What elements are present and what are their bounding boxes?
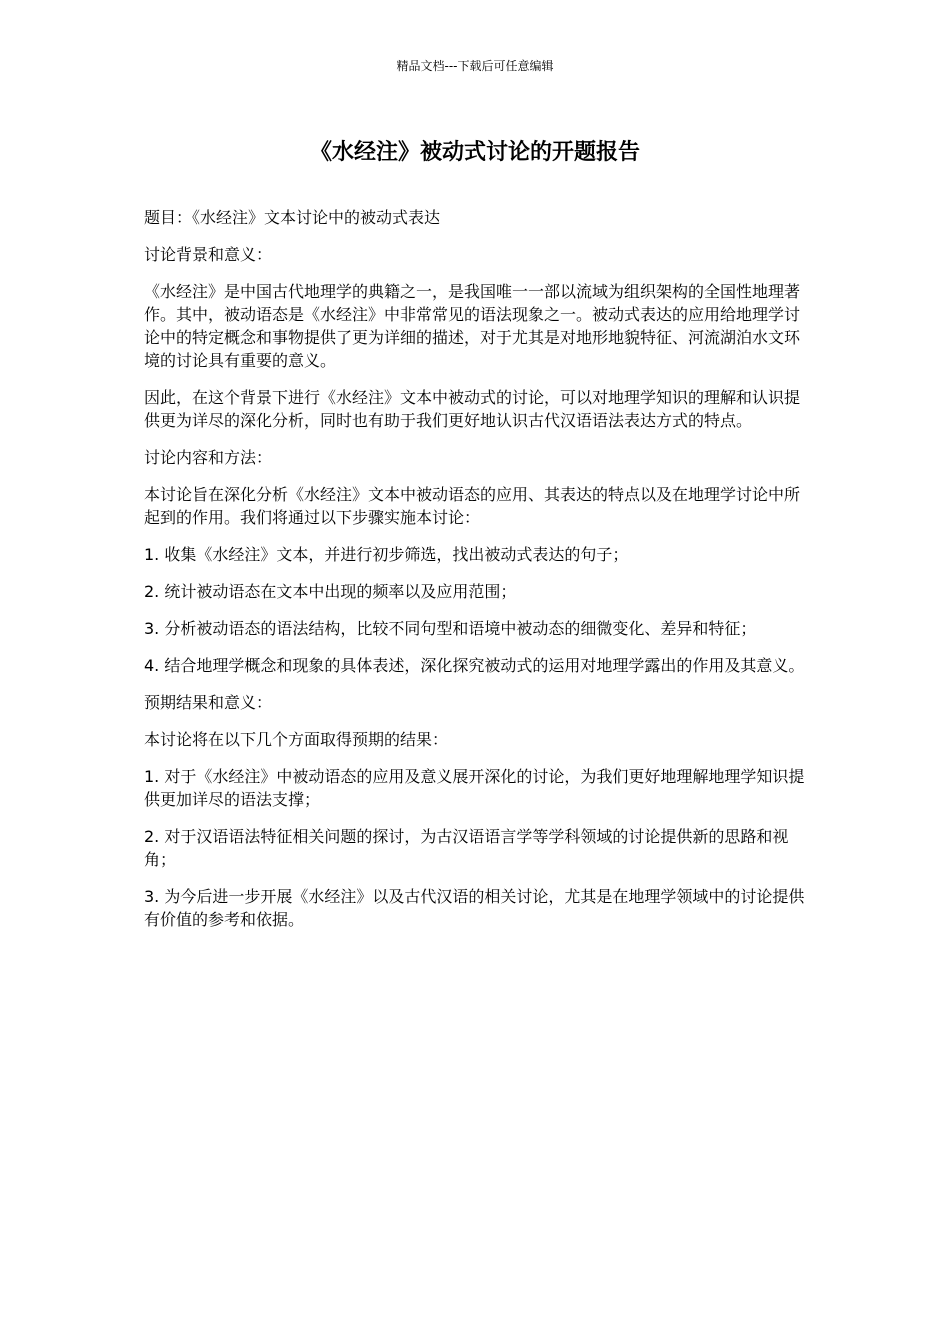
method-step: 2. 统计被动语态在文本中出现的频率以及应用范围； <box>144 582 517 601</box>
result-item: 2. 对于汉语语法特征相关问题的探讨，为古汉语语言学等学科领域的讨论提供新的思路和视角； <box>144 827 789 869</box>
method-step: 3. 分析被动语态的语法结构，比较不同句型和语境中被动态的细微变化、差异和特征； <box>144 619 757 638</box>
document-title: 《水经注》被动式讨论的开题报告 <box>309 140 640 165</box>
method-step: 4. 结合地理学概念和现象的具体表述，深化探究被动式的运用对地理学露出的作用及其意义。 <box>144 656 805 675</box>
method-paragraph: 本讨论旨在深化分析《水经注》文本中被动语态的应用、其表达的特点以及在地理学讨论中所起到的作用。我们将通过以下步骤实施本讨论： <box>144 485 801 527</box>
section-heading-background: 讨论背景和意义： <box>144 245 273 264</box>
background-paragraph: 《水经注》是中国古代地理学的典籍之一，是我国唯一一部以流域为组织架构的全国性地理著作。其中，被动语态是《水经注》中非常常见的语法现象之一。被动式表达的应用给地理学讨论中的特定概念和事物提供了更为详细的描述，对于尤其是对地形地貌特征、河流湖泊水文环境的讨论具有重要的意义。 <box>144 282 801 370</box>
method-step: 1. 收集《水经注》文本，并进行初步筛选，找出被动式表达的句子； <box>144 545 629 564</box>
topic-line: 题目：《水经注》文本讨论中的被动式表达 <box>144 208 441 227</box>
document-body <box>144 206 809 945</box>
result-item: 1. 对于《水经注》中被动语态的应用及意义展开深化的讨论，为我们更好地理解地理学知识提供更加详尽的语法支撑； <box>144 767 805 809</box>
section-heading-results: 预期结果和意义： <box>144 693 273 712</box>
results-intro: 本讨论将在以下几个方面取得预期的结果： <box>144 730 449 749</box>
background-paragraph: 因此，在这个背景下进行《水经注》文本中被动式的讨论，可以对地理学知识的理解和认识提供更为详尽的深化分析，同时也有助于我们更好地认识古代汉语语法表达方式的特点。 <box>144 388 801 430</box>
header-note: 精品文档---下载后可任意编辑 <box>396 59 554 73</box>
result-item: 3. 为今后进一步开展《水经注》以及古代汉语的相关讨论，尤其是在地理学领域中的讨论提供有价值的参考和依据。 <box>144 887 805 929</box>
section-heading-method: 讨论内容和方法： <box>144 448 273 467</box>
